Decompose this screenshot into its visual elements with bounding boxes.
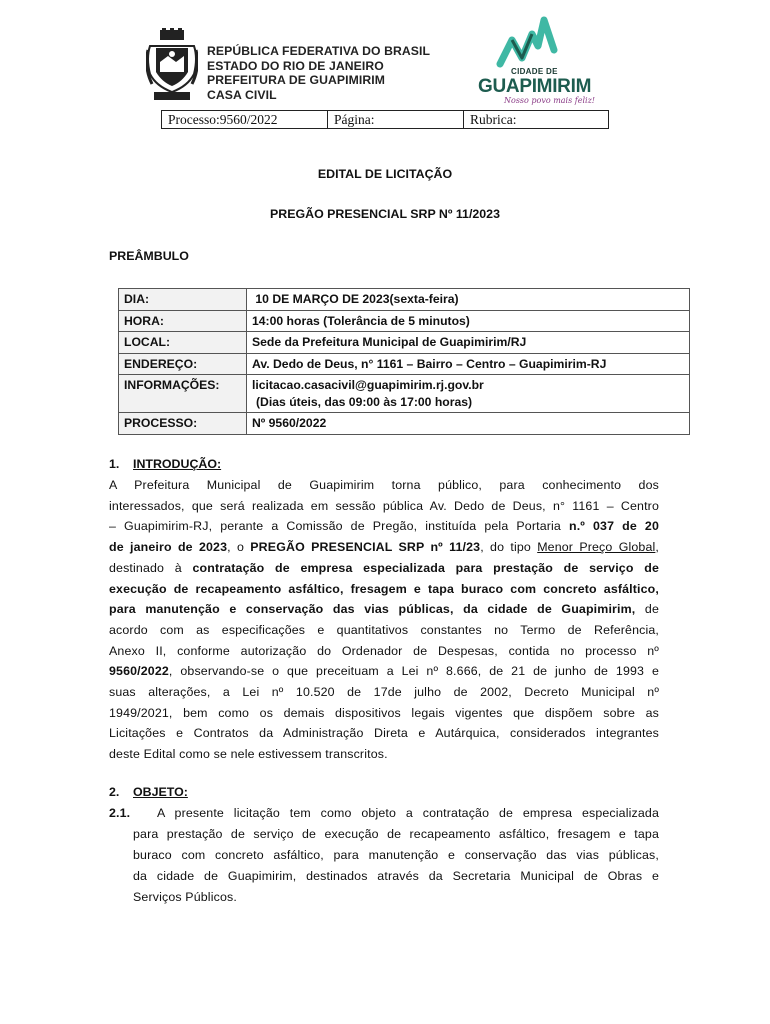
bold-span: para manutenção e conservação das vias públicas, da cidade de Guapimirim, xyxy=(109,602,636,617)
text-line xyxy=(109,845,659,866)
bold-span: execução de recapeamento asfáltico, fresagem e tapa buraco com concreto asfáltico, xyxy=(109,581,659,596)
info-label: ENDEREÇO: xyxy=(119,354,247,375)
government-header xyxy=(207,44,430,102)
text-span: , o xyxy=(227,540,251,555)
text-span: – Guapimirim-RJ, perante a Comissão de Pregão, instituída pela Portaria xyxy=(109,519,569,534)
text-line xyxy=(109,558,659,579)
text-span: de xyxy=(635,602,659,617)
text-line xyxy=(109,682,659,703)
text-line xyxy=(109,537,659,558)
text-line xyxy=(109,887,659,908)
gov-line-4: CASA CIVIL xyxy=(207,87,277,102)
tipo-ref: Menor Preço Global xyxy=(537,540,656,555)
text-span: Licitações e Contratos da Administração Direta e Autárquica, considerados integrantes xyxy=(109,726,659,741)
text-line xyxy=(109,641,659,662)
text-line xyxy=(109,803,659,824)
text-span: , xyxy=(655,540,660,555)
process-number-cell: Processo:9560/2022 xyxy=(162,111,328,128)
text-line xyxy=(109,496,659,517)
portaria-ref: n.º 037 de 20 xyxy=(568,519,659,534)
table-row xyxy=(119,413,689,434)
section-title: INTRODUÇÃO: xyxy=(133,457,222,471)
gov-line-2: ESTADO DO RIO DE JANEIRO xyxy=(207,58,384,73)
text-span: suas alterações, a Lei nº 10.520 de 17de julho de 2002, Decreto Municipal nº xyxy=(109,685,659,700)
gov-line-3: PREFEITURA DE GUAPIMIRIM xyxy=(207,73,385,88)
text-line xyxy=(109,744,659,765)
gov-line-1: REPÚBLICA FEDERATIVA DO BRASIL xyxy=(207,44,431,58)
logo-caption: CIDADE DE xyxy=(511,67,558,76)
table-row xyxy=(119,332,689,354)
section-heading-objeto xyxy=(109,785,188,799)
info-email: licitacao.casacivil@guapimirim.rj.gov.br xyxy=(252,378,484,392)
text-line xyxy=(109,661,659,682)
info-value: 10 DE MARÇO DE 2023(sexta-feira) xyxy=(252,292,459,306)
text-span: acordo com as especificações e quantitativos constantes no Termo de Referência, xyxy=(109,622,659,637)
info-value: Sede da Prefeitura Municipal de Guapimirim/RJ xyxy=(252,335,527,349)
text-line xyxy=(109,824,659,845)
section-number: 2. xyxy=(109,785,120,799)
section-number: 1. xyxy=(109,457,120,471)
text-span: 1949/2021, bem como os demais dispositivos legais vigentes que dispõem sobre as xyxy=(109,705,659,720)
document-subtitle: PREGÃO PRESENCIAL SRP Nº 11/2023 xyxy=(270,207,500,221)
info-value: Av. Dedo de Deus, n° 1161 – Bairro – Centro – Guapimirim-RJ xyxy=(252,356,607,371)
table-row xyxy=(119,289,689,311)
table-row xyxy=(119,354,689,376)
section-heading-introducao xyxy=(109,457,221,471)
coat-of-arms-icon xyxy=(146,28,198,104)
text-span: , observando-se o que preceituam a Lei nº 8.666, de 21 de junho de 1993 e xyxy=(168,664,659,679)
text-span: deste Edital como se nele estivessem transcritos. xyxy=(109,747,388,762)
text-line xyxy=(109,620,659,641)
intro-paragraph xyxy=(109,475,659,765)
table-row xyxy=(119,375,689,413)
pregao-ref: PREGÃO PRESENCIAL SRP nº 11/23 xyxy=(250,540,481,555)
logo-slogan: Nosso povo mais feliz! xyxy=(504,96,596,105)
info-value xyxy=(247,375,689,412)
table-row xyxy=(119,311,689,333)
text-span: A presente licitação tem como objeto a contratação de empresa especializada xyxy=(157,806,659,820)
text-span: Serviços Públicos. xyxy=(133,889,237,904)
text-span: da cidade de Guapimirim, destinados através da Secretaria Municipal de Obras e xyxy=(133,868,659,883)
info-table xyxy=(118,288,690,435)
text-line xyxy=(109,475,659,496)
process-box xyxy=(161,110,609,129)
info-hours: (Dias úteis, das 09:00 às 17:00 horas) xyxy=(256,394,473,409)
info-value: 14:00 horas (Tolerância de 5 minutos) xyxy=(252,313,470,328)
page-cell: Página: xyxy=(328,111,464,128)
logo-city-name: GUAPIMIRIM xyxy=(478,76,592,97)
document-title: EDITAL DE LICITAÇÃO xyxy=(317,167,453,181)
info-label: INFORMAÇÕES: xyxy=(119,375,247,412)
text-line xyxy=(109,866,659,887)
info-label: PROCESSO: xyxy=(119,413,247,434)
text-line xyxy=(109,599,659,620)
section-title: OBJETO: xyxy=(133,785,188,799)
text-span: , do tipo xyxy=(480,540,538,555)
objeto-paragraph xyxy=(109,803,659,908)
text-line xyxy=(109,703,659,724)
text-line xyxy=(109,579,659,600)
text-span: para prestação de serviço de execução de recapeamento asfáltico, fresagem e tapa xyxy=(133,826,659,841)
processo-ref: 9560/2022 xyxy=(109,664,169,679)
preambulo-heading: PREÂMBULO xyxy=(109,249,189,263)
text-line xyxy=(109,516,659,537)
text-span: destinado à xyxy=(109,560,193,575)
text-span: A Prefeitura Municipal de Guapimirim torna público, para conhecimento dos xyxy=(109,478,659,492)
text-span: interessados, que será realizada em sessão pública Av. Dedo de Deus, n° 1161 – Centro xyxy=(109,498,659,513)
text-span: Anexo II, conforme autorização do Ordenador de Despesas, contida no processo nº xyxy=(109,643,659,658)
portaria-date: de janeiro de 2023 xyxy=(109,540,228,555)
text-span: buraco com concreto asfáltico, para manutenção e conservação das vias públicas, xyxy=(133,847,659,862)
info-label: LOCAL: xyxy=(119,332,247,353)
text-line xyxy=(109,723,659,744)
info-label: HORA: xyxy=(119,311,247,332)
info-label: DIA: xyxy=(119,289,247,310)
bold-span: contratação de empresa especializada para prestação de serviço de xyxy=(192,560,659,575)
subsection-number: 2.1. xyxy=(109,806,131,820)
info-value: Nº 9560/2022 xyxy=(252,416,327,430)
rubrica-cell: Rubrica: xyxy=(470,112,517,127)
